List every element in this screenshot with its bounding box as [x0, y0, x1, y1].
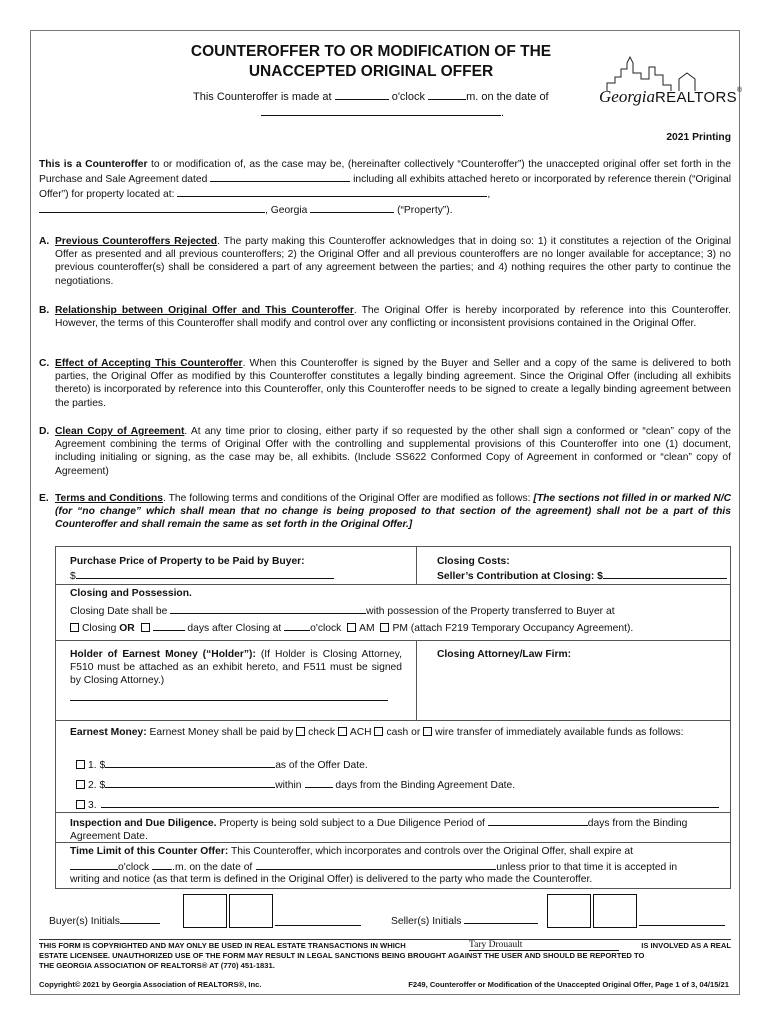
earnest-wire-checkbox[interactable] [423, 727, 432, 736]
earnest-check-checkbox[interactable] [296, 727, 305, 736]
holder-text: Holder of Earnest Money (“Holder”): (If Holder is Closing Attorney, F510 must be attached as an exhibit hereto, and F511 must be signed by Closing Attorney.) [70, 649, 402, 686]
earnest-item2-amount-field[interactable] [105, 777, 275, 788]
due-diligence-days-field[interactable] [488, 815, 588, 826]
copyright-line: Copyright© 2021 by Georgia Association of REALTORS®, Inc. [39, 980, 262, 989]
section-e: E. Terms and Conditions. The following terms and conditions of the Original Offer are modified as follows: [The sections not filled in or marked N/C (for “no change” which shall mean that no change is being proposed to that section of the agreement) shall not be a part of this Counteroffer and shall remain the same as set forth in the Original Offer.] [39, 493, 732, 531]
form-page [30, 30, 743, 995]
closing-costs-label: Closing Costs: [437, 556, 510, 567]
earnest-money-row: Earnest Money: Earnest Money shall be paid by check ACH cash or wire transfer of immediately available funds as follows: 1. $ as of the Offer Date. 2. $ within days from the Binding Agreement Date. 3. [56, 720, 730, 813]
possession-days-after-checkbox[interactable] [141, 623, 150, 632]
closing-possession-row: Closing and Possession. Closing Date shall be with possession of the Property transferred to Buyer at Closing OR days after Closing at o'clock AM PM (attach F219 Temporary Occupancy Agreement). [56, 584, 730, 641]
time-limit-row: Time Limit of this Counter Offer: This Counteroffer, which incorporates and controls over the Original Offer, shall expire at o'clock .m. on the date of unless prior to that time it is accepted in writing and notice (as that term is defined in the Original Offer) is delivered to the party who made the Counteroffer. [70, 846, 678, 885]
possession-time-field[interactable] [284, 620, 310, 631]
terms-table [55, 546, 731, 889]
earnest-ach-checkbox[interactable] [338, 727, 347, 736]
section-b: B. Relationship between Original Offer and This Counteroffer. The Original Offer is hereby incorporated by reference into this Counteroffer. However, the terms of this Counteroffer shall modify and control over any conflicting or inconsistent provisions contained in the Original Offer. [39, 305, 731, 330]
made-at-ampm-field[interactable] [428, 89, 466, 100]
buyer-initials-box-2[interactable] [229, 894, 273, 928]
form-title-line1: COUNTEROFFER TO OR MODIFICATION OF THE [190, 43, 552, 60]
earnest-cash-checkbox[interactable] [374, 727, 383, 736]
property-zip-field[interactable] [310, 202, 394, 213]
made-at-time-field[interactable] [335, 89, 389, 100]
earnest-item3-checkbox[interactable] [76, 800, 85, 809]
property-address-field[interactable] [177, 186, 487, 197]
possession-days-field[interactable] [153, 620, 185, 631]
georgia-realtors-logo: GeorgiaREALTORS® [599, 53, 735, 113]
section-d: D. Clean Copy of Agreement. At any time prior to closing, either party if so requested by the other shall sign a conformed or “clean” copy of the Agreement combining the terms of Original Offer with the controlling and supplemental provisions of this Counteroffer into one (1) document, including initialing or signing, as the case may be, all exhibits. (Include SS622 Conformed Copy of Agreement in conformed or “clean” copy of Agreement) [39, 426, 731, 477]
earnest-item1-checkbox[interactable] [76, 760, 85, 769]
earnest-item1-amount-field[interactable] [105, 757, 275, 768]
agreement-date-field[interactable] [210, 171, 350, 182]
buyer-initials-box-1[interactable] [183, 894, 227, 928]
section-a: A. Previous Counteroffers Rejected. The party making this Counteroffer acknowledges that in doing so: 1) it constitutes a rejection of the Original Offer as presented and all previous counteroffers; 2) the Original Offer and all previous counteroffers are no longer available for acceptance; 3) no previous counteroffer(s) shall be considered a part of any agreement between the parties; and 4) nothing requires the other party to continue the negotiations. [39, 236, 731, 287]
form-identifier: F249, Counteroffer or Modification of the Unaccepted Original Offer, Page 1 of 3, 04/15/21 [408, 980, 729, 989]
expire-time-field[interactable] [70, 859, 118, 870]
earnest-item2-days-field[interactable] [305, 777, 333, 788]
printing-year: 2021 Printing [666, 132, 731, 143]
earnest-item2-checkbox[interactable] [76, 780, 85, 789]
section-c: C. Effect of Accepting This Counteroffer. When this Counteroffer is signed by the Buyer and Seller and a copy of the same is delivered to both parties, the Original Offer as modified by this Counteroffer constitutes a legally binding agreement. Since the Original Offer (including all exhibits thereto) is incorporated by reference into this Counteroffer, only this Counteroffer needs to be signed to create a legally binding agreement between the parties. [39, 358, 731, 409]
price-row: Purchase Price of Property to be Paid by Buyer: $ Closing Costs: Seller’s Contribution at Closing: $ [56, 547, 730, 585]
earnest-item3-field[interactable] [101, 797, 719, 808]
possession-am-checkbox[interactable] [347, 623, 356, 632]
holder-field[interactable] [70, 700, 388, 701]
copyright-notice: THIS FORM IS COPYRIGHTED AND MAY ONLY BE USED IN REAL ESTATE TRANSACTIONS IN WHICH Tary Drouault IS INVOLVED AS A REAL ESTATE LICENSEE. UNAUTHORIZED USE OF THE FORM MAY RESULT IN LEGAL SANCTIONS BEING BROUGHT AGAINST THE USER AND SHOULD BE REPORTED TO THE GEORGIA ASSOCIATION OF REALTORS® AT (770) 451-1831. [39, 940, 731, 970]
seller-contribution-field[interactable] [603, 568, 727, 579]
purchase-price-label: Purchase Price of Property to be Paid by Buyer: [70, 556, 305, 567]
buyer-initials: Buyer(s) Initials [49, 913, 160, 928]
made-at-date-line: . [261, 105, 561, 119]
expire-date-field[interactable] [256, 859, 496, 870]
holder-row [56, 640, 730, 721]
made-at-line: This Counteroffer is made at o'clock m. on the date of [193, 91, 549, 103]
expire-ampm-field[interactable] [152, 859, 172, 870]
made-at-date-field[interactable] [261, 105, 501, 116]
purchase-price-field[interactable] [76, 568, 334, 579]
possession-pm-checkbox[interactable] [380, 623, 389, 632]
property-city-field[interactable] [39, 202, 265, 213]
licensee-name: Tary Drouault [469, 940, 619, 951]
logo-caps: REALTORS [655, 89, 737, 106]
seller-initials-box-1[interactable] [547, 894, 591, 928]
possession-at-closing-checkbox[interactable] [70, 623, 79, 632]
intro-paragraph: This is a Counteroffer to or modification of, as the case may be, (hereinafter collectively “Counteroffer”) the unaccepted original offer set forth in the Purchase and Sale Agreement dated including all exhibits attached hereto or incorporated by reference therein (“Original Offer”) for property located at: , , Georgia (“Property”). [39, 159, 731, 216]
seller-initials: Seller(s) Initials [391, 913, 538, 928]
inspection-row: Inspection and Due Diligence. Property is being sold subject to a Due Diligence Period of days from the Binding Agreement Date. [56, 812, 730, 843]
closing-attorney-label: Closing Attorney/Law Firm: [437, 649, 572, 660]
seller-initials-box-2[interactable] [593, 894, 637, 928]
logo-script: Georgia [599, 87, 656, 106]
closing-date-field[interactable] [170, 603, 366, 614]
form-title-line2: UNACCEPTED ORIGINAL OFFER [248, 63, 494, 80]
closing-possession-label: Closing and Possession. [70, 588, 192, 599]
